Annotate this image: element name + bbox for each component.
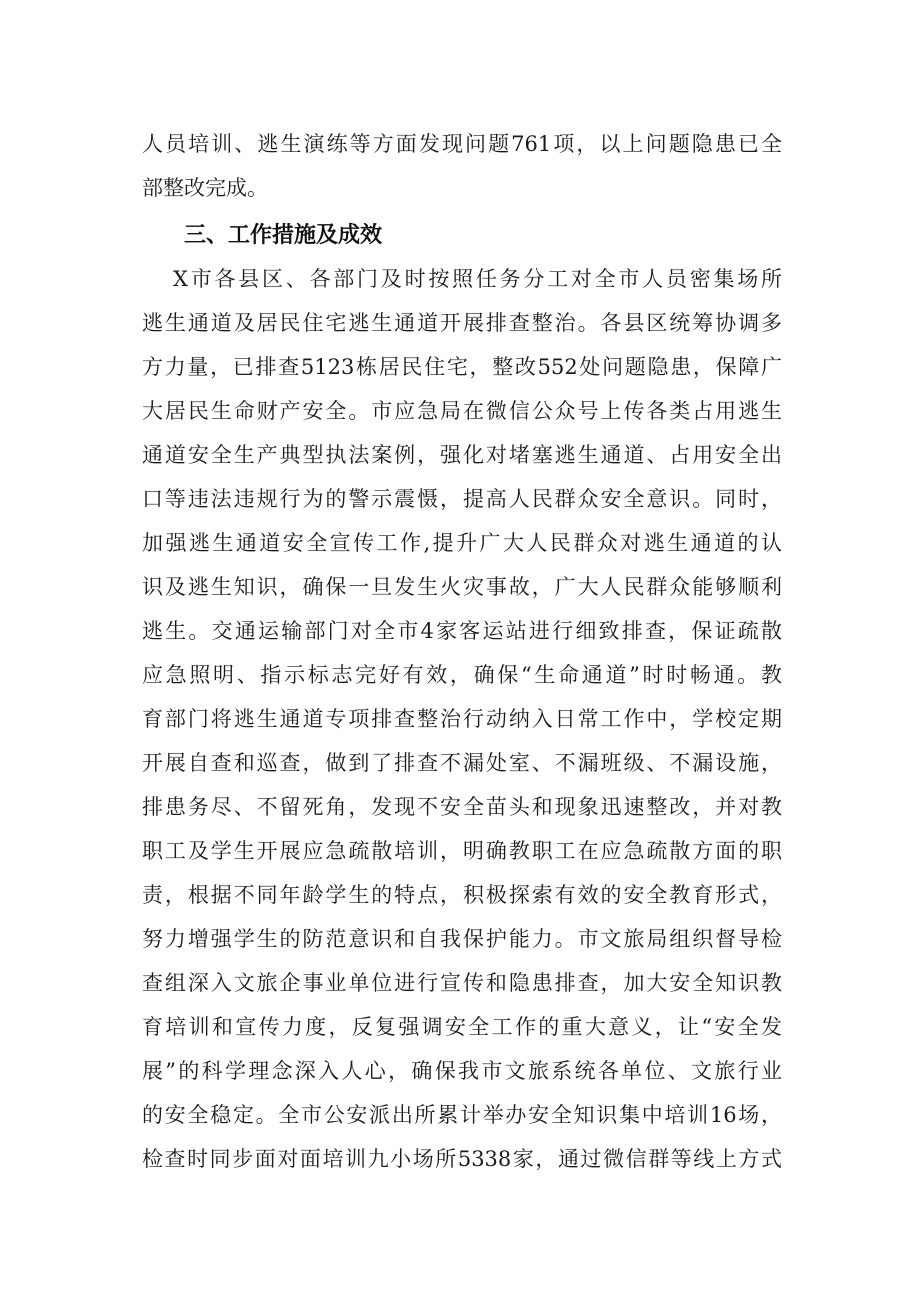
paragraph-line: 职工及学生开展应急疏散培训，明确教职工在应急疏散方面的职 — [142, 839, 782, 863]
paragraph-line: 育部门将逃生通道专项排查整治行动纳入日常工作中，学校定期 — [142, 707, 782, 731]
section-heading: 三、工作措施及成效 — [184, 223, 383, 248]
paragraph-line: 的安全稳定。全市公安派出所累计举办安全知识集中培训16场， — [142, 1103, 782, 1127]
paragraph-line: 大居民生命财产安全。市应急局在微信公众号上传各类占用逃生 — [142, 399, 782, 423]
paragraph-line: 展”的科学理念深入人心，确保我市文旅系统各单位、文旅行业 — [142, 1059, 782, 1083]
paragraph-line: 应急照明、指示标志完好有效，确保“生命通道”时时畅通。教 — [142, 663, 782, 687]
paragraph-line: X市各县区、各部门及时按照任务分工对全市人员密集场所 — [173, 267, 782, 291]
paragraph-line: 部整改完成。 — [142, 176, 268, 200]
paragraph-line: 查组深入文旅企事业单位进行宣传和隐患排查，加大安全知识教 — [142, 971, 782, 995]
paragraph-line: 识及逃生知识，确保一旦发生火灾事故，广大人民群众能够顺利 — [142, 575, 782, 599]
paragraph-line: 责，根据不同年龄学生的特点，积极探索有效的安全教育形式， — [142, 883, 782, 907]
paragraph-line: 开展自查和巡查，做到了排查不漏处室、不漏班级、不漏设施， — [142, 751, 782, 775]
paragraph-line: 逃生。交通运输部门对全市4家客运站进行细致排查，保证疏散 — [142, 619, 782, 643]
paragraph-line: 检查时同步面对面培训九小场所5338家，通过微信群等线上方式 — [142, 1147, 782, 1171]
paragraph-line: 加强逃生通道安全宣传工作,提升广大人民群众对逃生通道的认 — [142, 531, 782, 555]
paragraph-line: 人员培训、逃生演练等方面发现问题761项，以上问题隐患已全 — [142, 132, 782, 156]
paragraph-line: 方力量，已排查5123栋居民住宅，整改552处问题隐患，保障广 — [142, 355, 782, 379]
paragraph-line: 努力增强学生的防范意识和自我保护能力。市文旅局组织督导检 — [142, 927, 782, 951]
paragraph-line: 育培训和宣传力度，反复强调安全工作的重大意义，让“安全发 — [142, 1015, 782, 1039]
paragraph-line: 排患务尽、不留死角，发现不安全苗头和现象迅速整改，并对教 — [142, 795, 782, 819]
body-paragraph — [142, 257, 782, 1181]
intro-paragraph — [142, 122, 782, 210]
paragraph-line: 逃生通道及居民住宅逃生通道开展排查整治。各县区统筹协调多 — [142, 311, 782, 335]
paragraph-line: 通道安全生产典型执法案例，强化对堵塞逃生通道、占用安全出 — [142, 443, 782, 467]
paragraph-line: 口等违法违规行为的警示震慑，提高人民群众安全意识。同时， — [142, 487, 782, 511]
